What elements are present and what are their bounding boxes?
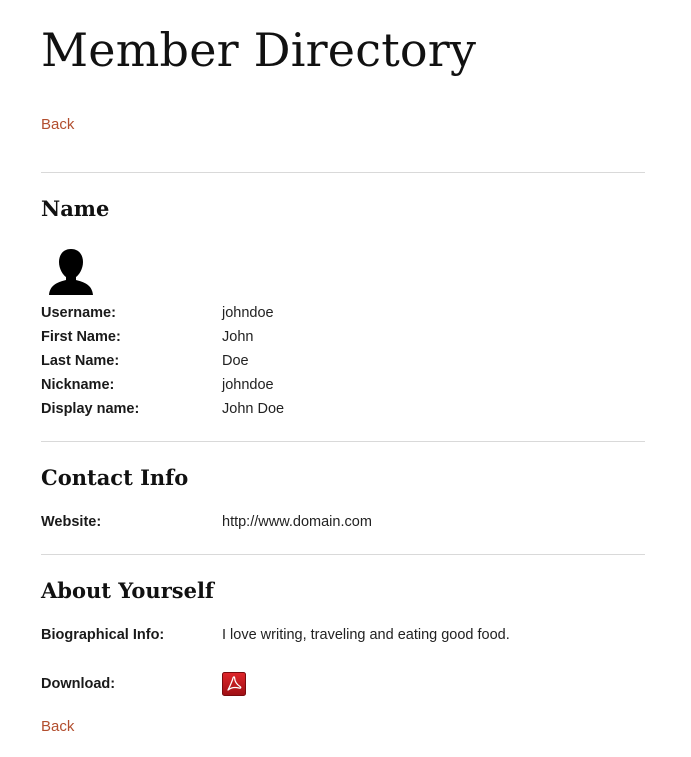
field-value: John xyxy=(222,329,254,345)
field-value: John Doe xyxy=(222,401,285,417)
field-label: Last Name: xyxy=(41,353,120,369)
field-label: Nickname: xyxy=(41,377,115,393)
field-row-website xyxy=(41,511,645,533)
field-value: I love writing, traveling and eating good food. xyxy=(222,627,510,643)
field-row-download xyxy=(41,673,645,695)
divider xyxy=(41,172,645,173)
field-row-display-name xyxy=(41,398,645,420)
field-label: Website: xyxy=(41,514,102,530)
field-label: Biographical Info: xyxy=(41,627,165,643)
section-heading-name: Name xyxy=(41,196,110,221)
field-row-last-name xyxy=(41,350,645,372)
section-heading-about: About Yourself xyxy=(41,578,214,603)
back-link-bottom[interactable]: Back xyxy=(41,718,75,735)
field-label: Username: xyxy=(41,305,116,321)
page-title: Member Directory xyxy=(41,23,477,77)
pdf-icon[interactable] xyxy=(222,672,246,696)
field-value: http://www.domain.com xyxy=(222,514,372,530)
section-heading-contact: Contact Info xyxy=(41,465,189,490)
field-row-first-name xyxy=(41,326,645,348)
field-value: Doe xyxy=(222,353,249,369)
field-label: Display name: xyxy=(41,401,140,417)
field-row-nickname xyxy=(41,374,645,396)
field-row-bio xyxy=(41,624,645,646)
divider xyxy=(41,554,645,555)
divider xyxy=(41,441,645,442)
field-label: First Name: xyxy=(41,329,121,345)
field-value: johndoe xyxy=(222,377,274,393)
field-label: Download: xyxy=(41,676,116,692)
back-link-top[interactable]: Back xyxy=(41,116,75,133)
field-row-username xyxy=(41,302,645,324)
field-value: johndoe xyxy=(222,305,274,321)
user-silhouette-icon xyxy=(45,247,97,295)
